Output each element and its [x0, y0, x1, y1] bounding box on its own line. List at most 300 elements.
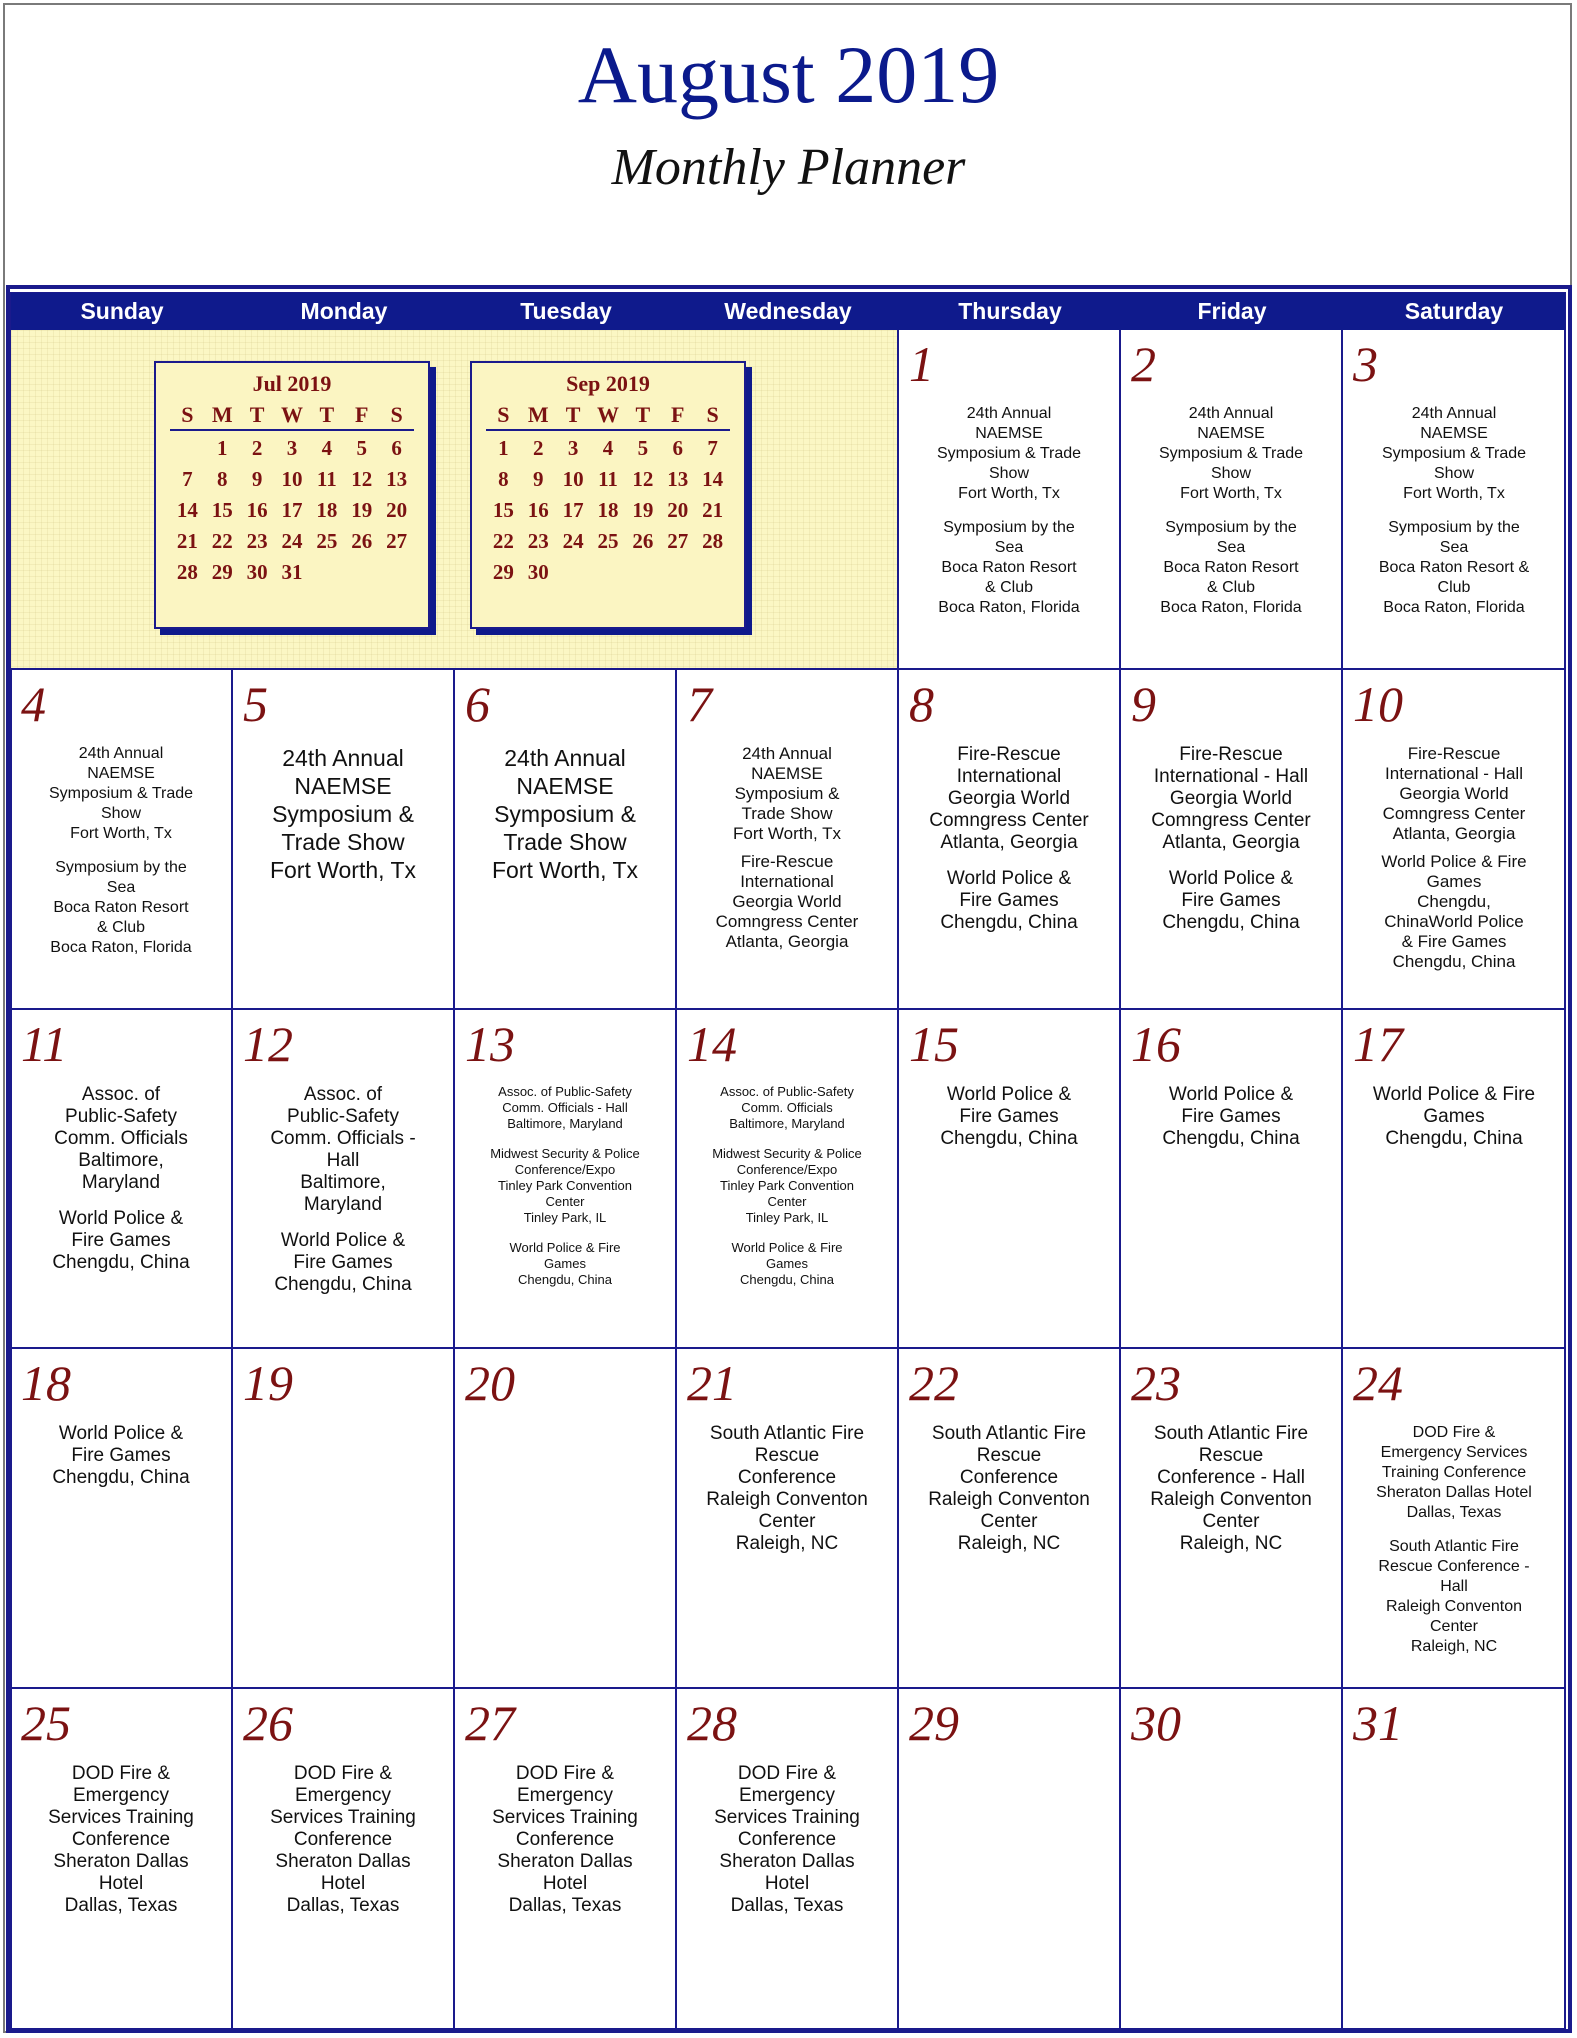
event-line: Fort Worth, Tx	[70, 824, 172, 842]
day-cell	[677, 1010, 899, 1350]
day-number: 14	[687, 1015, 737, 1072]
event-line: Chengdu, China	[1392, 951, 1516, 971]
day-events	[905, 404, 1113, 632]
mini-calendar-blank	[170, 433, 205, 464]
event-line: Chengdu, China	[1162, 1127, 1300, 1149]
mini-calendar-previous-month	[154, 361, 430, 629]
day-events	[683, 744, 891, 960]
event-line: Chengdu, China	[52, 1467, 190, 1489]
event-entry	[461, 1084, 669, 1132]
event-line: Raleigh, NC	[957, 1533, 1061, 1555]
event-line: Dallas, Texas	[286, 1895, 400, 1917]
mini-calendar-day: 24	[281, 529, 303, 553]
mini-calendar-title: Jul 2019	[252, 371, 332, 396]
event-line: Fire Games	[959, 1105, 1059, 1127]
weekday-friday: Friday	[1197, 298, 1267, 324]
day-number: 25	[21, 1695, 71, 1752]
event-entry	[17, 1084, 225, 1194]
day-cell	[11, 1349, 233, 1689]
event-entry	[1127, 518, 1335, 618]
event-line: Symposium by the	[55, 858, 187, 876]
day-number: 10	[1353, 675, 1403, 732]
mini-calendar-area	[11, 330, 899, 670]
day-number: 16	[1131, 1015, 1181, 1072]
event-line: 24th Annual	[1188, 405, 1274, 422]
weekday-wednesday: Wednesday	[724, 298, 852, 324]
mini-calendar-day: 27	[667, 529, 689, 553]
event-line: Show	[100, 804, 142, 822]
event-line: Atlanta, Georgia	[940, 831, 1078, 853]
day-cell	[233, 1349, 455, 1689]
event-line: Chengdu, China	[740, 1271, 834, 1287]
event-line: NAEMSE	[975, 425, 1043, 442]
event-line: Georgia World	[1169, 787, 1293, 809]
event-entry	[683, 744, 891, 844]
event-line: Chengdu,	[1417, 891, 1491, 911]
event-line: Tinley Park Convention	[498, 1177, 632, 1193]
mini-calendar-day: 19	[632, 498, 654, 522]
mini-calendar-weekday: S	[379, 401, 414, 431]
event-entry	[239, 744, 447, 884]
event-line: Symposium & Trade	[936, 445, 1082, 462]
event-line: & Club	[1206, 579, 1256, 596]
event-line: Sea	[1439, 539, 1469, 556]
mini-calendar-day: 30	[246, 560, 268, 584]
mini-calendar-day: 4	[321, 436, 333, 460]
day-number: 3	[1353, 336, 1378, 392]
mini-calendar-day: 12	[632, 467, 654, 491]
event-entry	[683, 1084, 891, 1132]
event-line: Sea	[994, 539, 1024, 556]
day-number: 31	[1353, 1695, 1403, 1752]
day-number: 21	[687, 1355, 737, 1412]
mini-calendar-weekday: T	[625, 401, 660, 431]
day-events	[461, 1084, 669, 1302]
event-line: NAEMSE	[87, 764, 155, 782]
event-line: Emergency Services	[1380, 1444, 1528, 1462]
event-line: Symposium &	[494, 800, 636, 827]
event-line: Comngress Center	[715, 911, 859, 931]
weekday-sunday: Sunday	[80, 298, 164, 324]
event-entry	[17, 858, 225, 958]
day-cell	[899, 1349, 1121, 1689]
page-subtitle: Monthly Planner	[611, 139, 966, 196]
event-line: Fire-Rescue	[740, 851, 834, 871]
day-events	[461, 1763, 669, 1931]
event-line: South Atlantic Fire	[1389, 1538, 1519, 1556]
event-line: Services Training	[48, 1807, 194, 1829]
event-entry	[905, 868, 1113, 934]
event-line: Maryland	[303, 1193, 383, 1215]
event-line: Dallas, Texas	[730, 1895, 844, 1917]
mini-calendar-day: 17	[281, 498, 303, 522]
event-line: Fort Worth, Tx	[1180, 485, 1282, 502]
mini-calendar-day: 17	[562, 498, 584, 522]
event-line: Comm. Officials - Hall	[502, 1099, 628, 1115]
event-line: & Fire Games	[1401, 931, 1507, 951]
day-cell	[233, 1010, 455, 1350]
event-line: Fort Worth, Tx	[958, 485, 1060, 502]
event-line: 24th Annual	[966, 405, 1052, 422]
day-events	[1349, 404, 1559, 632]
mini-calendar-day: 22	[492, 529, 514, 553]
mini-calendar-day: 15	[492, 498, 514, 522]
mini-calendar-day: 1	[217, 436, 228, 460]
mini-calendar-day: 22	[211, 529, 233, 553]
event-entry	[905, 1423, 1113, 1555]
mini-calendar-day: 28	[176, 560, 198, 584]
event-line: Chengdu, China	[1385, 1127, 1523, 1149]
event-line: Boca Raton, Florida	[50, 938, 192, 956]
event-line: Boca Raton Resort	[1163, 559, 1299, 576]
day-cell	[677, 1689, 899, 2029]
event-line: Center	[545, 1193, 585, 1209]
event-entry	[1349, 852, 1559, 972]
event-line: NAEMSE	[516, 772, 614, 799]
event-line: Raleigh, NC	[1179, 1533, 1283, 1555]
event-line: Rescue Conference -	[1378, 1558, 1530, 1576]
event-line: International	[740, 871, 834, 891]
event-line: 24th Annual	[504, 744, 626, 771]
mini-calendar-day: 7	[707, 436, 718, 460]
event-line: Atlanta, Georgia	[1162, 831, 1300, 853]
day-cell	[899, 1010, 1121, 1350]
day-cell	[1121, 1349, 1343, 1689]
event-line: Comngress Center	[929, 809, 1089, 831]
event-line: Fort Worth, Tx	[1403, 485, 1505, 502]
event-line: Assoc. of Public-Safety	[498, 1083, 632, 1099]
event-line: Chengdu, China	[274, 1273, 412, 1295]
mini-calendar-day: 26	[632, 529, 654, 553]
event-line: Fire Games	[1181, 1105, 1281, 1127]
event-line: Conference	[737, 1467, 837, 1489]
page-title: August 2019	[577, 29, 1000, 120]
event-line: South Atlantic Fire	[931, 1423, 1087, 1445]
mini-calendar-day: 14	[176, 498, 198, 522]
event-line: Baltimore, Maryland	[729, 1115, 845, 1131]
day-cell	[677, 670, 899, 1010]
day-cell	[233, 1689, 455, 2029]
event-line: Conference/Expo	[514, 1161, 616, 1177]
day-number: 4	[21, 675, 46, 732]
day-events	[239, 744, 447, 898]
event-line: Comngress Center	[1151, 809, 1311, 831]
event-line: Baltimore, Maryland	[507, 1115, 623, 1131]
event-line: Training Conference	[1381, 1464, 1527, 1482]
mini-calendar-day: 18	[316, 498, 338, 522]
event-line: Dallas, Texas	[508, 1895, 622, 1917]
event-line: Fort Worth, Tx	[732, 823, 841, 843]
event-line: Conference - Hall	[1157, 1467, 1305, 1489]
day-cell	[1121, 670, 1343, 1010]
day-number: 9	[1131, 675, 1156, 732]
day-cell	[899, 330, 1121, 670]
day-number: 26	[243, 1695, 293, 1752]
event-entry	[1127, 1423, 1335, 1555]
day-cell	[11, 1689, 233, 2029]
event-line: Club	[1437, 579, 1471, 596]
day-number: 27	[465, 1695, 515, 1752]
weekday-header-row	[11, 293, 1565, 330]
mini-calendar-day: 20	[386, 498, 408, 522]
mini-calendar-day: 16	[527, 498, 549, 522]
event-line: Conference	[737, 1829, 837, 1851]
event-line: Assoc. of Public-Safety	[720, 1083, 854, 1099]
mini-calendar-weekday: M	[205, 401, 240, 431]
event-entry	[17, 1763, 225, 1917]
mini-calendar-day: 29	[492, 560, 514, 584]
event-line: Sea	[1216, 539, 1246, 556]
event-line: Midwest Security & Police	[712, 1145, 862, 1161]
mini-calendar-day: 31	[281, 560, 303, 584]
day-events	[1127, 744, 1335, 948]
mini-calendar-day: 6	[391, 436, 402, 460]
mini-calendar-next-month	[470, 361, 746, 629]
event-entry	[905, 518, 1113, 618]
event-line: Fire-Rescue	[1407, 743, 1501, 763]
mini-calendar-day: 10	[281, 467, 303, 491]
event-entry	[1127, 744, 1335, 854]
event-line: Dallas, Texas	[1406, 1504, 1502, 1522]
mini-calendar-day: 20	[667, 498, 689, 522]
mini-calendar-grid	[486, 401, 730, 588]
mini-calendar-day: 23	[246, 529, 268, 553]
event-line: Fort Worth, Tx	[269, 856, 417, 883]
event-entry	[905, 404, 1113, 504]
event-line: Services Training	[714, 1807, 860, 1829]
event-line: Emergency	[516, 1785, 614, 1807]
event-line: Hotel	[542, 1873, 588, 1895]
mini-calendar-day: 26	[351, 529, 373, 553]
mini-calendar-day: 24	[562, 529, 584, 553]
event-line: World Police &	[946, 1083, 1072, 1105]
mini-calendar-day: 9	[251, 467, 263, 491]
mini-calendar-day: 30	[527, 560, 549, 584]
event-line: Fire Games	[71, 1445, 171, 1467]
day-cell	[899, 670, 1121, 1010]
event-line: World Police &	[58, 1423, 184, 1445]
event-entry	[17, 1423, 225, 1489]
event-line: Conference	[71, 1829, 171, 1851]
event-entry	[1127, 1084, 1335, 1150]
event-line: Hotel	[320, 1873, 366, 1895]
mini-calendar-day: 13	[667, 467, 689, 491]
mini-calendar-day: 7	[182, 467, 193, 491]
event-entry	[683, 1763, 891, 1917]
event-line: Sea	[106, 878, 136, 896]
day-events	[683, 1084, 891, 1302]
event-line: Games	[766, 1255, 808, 1271]
event-line: Comngress Center	[1382, 803, 1526, 823]
event-line: Sheraton Dallas	[719, 1851, 855, 1873]
event-line: South Atlantic Fire	[709, 1423, 865, 1445]
event-line: & Club	[96, 918, 146, 936]
mini-calendar-day: 21	[702, 498, 724, 522]
event-line: South Atlantic Fire	[1153, 1423, 1309, 1445]
day-cell	[1343, 1689, 1565, 2029]
day-events	[17, 1763, 225, 1931]
event-entry	[461, 1763, 669, 1917]
event-line: Show	[988, 465, 1030, 482]
event-line: Atlanta, Georgia	[1392, 823, 1516, 843]
event-line: Georgia World	[732, 891, 842, 911]
event-line: Boca Raton Resort &	[1378, 559, 1530, 576]
event-entry	[461, 1146, 669, 1226]
event-line: DOD Fire &	[293, 1763, 393, 1785]
event-line: Midwest Security & Police	[490, 1145, 640, 1161]
event-line: Emergency	[294, 1785, 392, 1807]
event-line: 24th Annual	[1411, 405, 1497, 422]
event-line: Raleigh Conventon	[928, 1489, 1090, 1511]
day-number: 1	[909, 336, 934, 392]
event-line: Fire-Rescue	[957, 743, 1061, 765]
event-line: Show	[1433, 465, 1475, 482]
event-entry	[461, 744, 669, 884]
day-cell	[1343, 670, 1565, 1010]
event-line: Baltimore,	[78, 1149, 164, 1171]
event-line: International - Hall	[1385, 763, 1523, 783]
day-events	[1127, 1084, 1335, 1164]
event-line: Raleigh Conventon	[1385, 1598, 1523, 1616]
mini-calendar-day: 25	[316, 529, 338, 553]
day-events	[905, 1423, 1113, 1569]
event-line: Boca Raton Resort	[941, 559, 1077, 576]
day-number: 19	[243, 1355, 293, 1412]
event-line: Public-Safety	[287, 1105, 399, 1127]
mini-calendar-day: 3	[286, 436, 298, 460]
day-cell	[899, 1689, 1121, 2029]
event-entry	[905, 744, 1113, 854]
event-line: Hotel	[764, 1873, 810, 1895]
event-line: & Club	[984, 579, 1034, 596]
event-line: Raleigh, NC	[1410, 1638, 1498, 1656]
event-entry	[1349, 404, 1559, 504]
mini-calendar-day: 21	[176, 529, 198, 553]
event-entry	[1349, 518, 1559, 618]
event-line: Comm. Officials	[741, 1099, 833, 1115]
event-line: Assoc. of	[81, 1083, 161, 1105]
event-line: Atlanta, Georgia	[725, 931, 849, 951]
day-number: 8	[909, 675, 934, 732]
mini-calendar-weekday: S	[170, 401, 205, 431]
mini-calendar-day: 28	[702, 529, 724, 553]
event-line: ChinaWorld Police	[1384, 911, 1524, 931]
day-events	[17, 744, 225, 972]
day-number: 12	[243, 1015, 293, 1072]
event-line: Fire Games	[959, 889, 1059, 911]
event-line: Games	[1426, 871, 1482, 891]
event-line: NAEMSE	[1197, 425, 1265, 442]
event-line: Conference	[293, 1829, 393, 1851]
day-events	[1127, 1423, 1335, 1569]
mini-calendar-grid	[170, 401, 414, 588]
event-line: Center	[1202, 1511, 1260, 1533]
event-line: NAEMSE	[751, 763, 823, 783]
event-line: World Police &	[58, 1207, 184, 1229]
mini-calendar-day: 15	[211, 498, 233, 522]
event-line: Games	[544, 1255, 586, 1271]
mini-calendar-weekday: F	[660, 401, 695, 431]
event-line: Emergency	[72, 1785, 170, 1807]
mini-calendar-day: 23	[527, 529, 549, 553]
event-line: Sheraton Dallas	[497, 1851, 633, 1873]
day-number: 6	[465, 675, 490, 732]
event-line: Dallas, Texas	[64, 1895, 178, 1917]
event-entry	[683, 1146, 891, 1226]
mini-calendar-day: 5	[637, 436, 649, 460]
event-line: World Police & Fire	[1372, 1083, 1536, 1105]
day-cell	[1121, 1689, 1343, 2029]
mini-calendar-weekday: S	[486, 401, 521, 431]
day-events	[239, 1763, 447, 1931]
day-cell	[1343, 1349, 1565, 1689]
day-cell	[677, 1349, 899, 1689]
day-number: 30	[1131, 1695, 1181, 1752]
mini-calendar-day: 27	[386, 529, 408, 553]
event-line: Raleigh Conventon	[1150, 1489, 1312, 1511]
event-line: NAEMSE	[294, 772, 392, 799]
day-events	[683, 1763, 891, 1931]
event-line: World Police &	[1168, 1083, 1294, 1105]
event-line: Raleigh, NC	[735, 1533, 839, 1555]
event-line: 24th Annual	[78, 744, 164, 762]
day-number: 29	[909, 1695, 959, 1752]
mini-calendar-weekday: M	[521, 401, 556, 431]
event-line: Conference	[959, 1467, 1059, 1489]
event-line: Boca Raton, Florida	[938, 599, 1080, 616]
event-line: Trade Show	[281, 828, 405, 855]
event-line: Sheraton Dallas Hotel	[1376, 1484, 1532, 1502]
event-entry	[1127, 868, 1335, 934]
mini-calendar-day: 11	[316, 467, 337, 491]
event-line: Symposium by the	[1388, 519, 1520, 536]
day-events	[905, 744, 1113, 948]
event-entry	[17, 1208, 225, 1274]
event-line: Center	[980, 1511, 1038, 1533]
mini-calendar-day: 8	[498, 467, 509, 491]
mini-calendar-day: 25	[597, 529, 619, 553]
event-line: Hall	[326, 1149, 360, 1171]
event-entry	[239, 1763, 447, 1917]
event-line: Georgia World	[947, 787, 1071, 809]
day-number: 23	[1131, 1355, 1181, 1412]
mini-calendar-day: 29	[211, 560, 233, 584]
day-events	[461, 744, 669, 898]
mini-calendar-day: 18	[597, 498, 619, 522]
event-line: Chengdu, China	[1162, 911, 1300, 933]
event-line: Symposium & Trade	[48, 784, 194, 802]
mini-calendar-weekday: T	[556, 401, 591, 431]
mini-calendar-weekday: S	[695, 401, 730, 431]
event-entry	[239, 1230, 447, 1296]
event-line: Symposium by the	[1165, 519, 1297, 536]
day-cell	[1343, 1010, 1565, 1350]
day-number: 11	[21, 1015, 68, 1072]
day-cell	[455, 670, 677, 1010]
mini-calendar-day: 2	[251, 436, 263, 460]
event-entry	[461, 1240, 669, 1288]
mini-calendar-day: 5	[356, 436, 367, 460]
event-entry	[239, 1084, 447, 1216]
event-line: Comm. Officials -	[270, 1127, 416, 1149]
event-entry	[17, 744, 225, 844]
event-line: Symposium & Trade	[1381, 445, 1527, 462]
event-line: Fire Games	[293, 1251, 393, 1273]
day-number: 13	[465, 1015, 515, 1072]
weekday-thursday: Thursday	[958, 298, 1062, 324]
day-cell	[1343, 330, 1565, 670]
mini-calendar-weekday: T	[309, 401, 344, 431]
